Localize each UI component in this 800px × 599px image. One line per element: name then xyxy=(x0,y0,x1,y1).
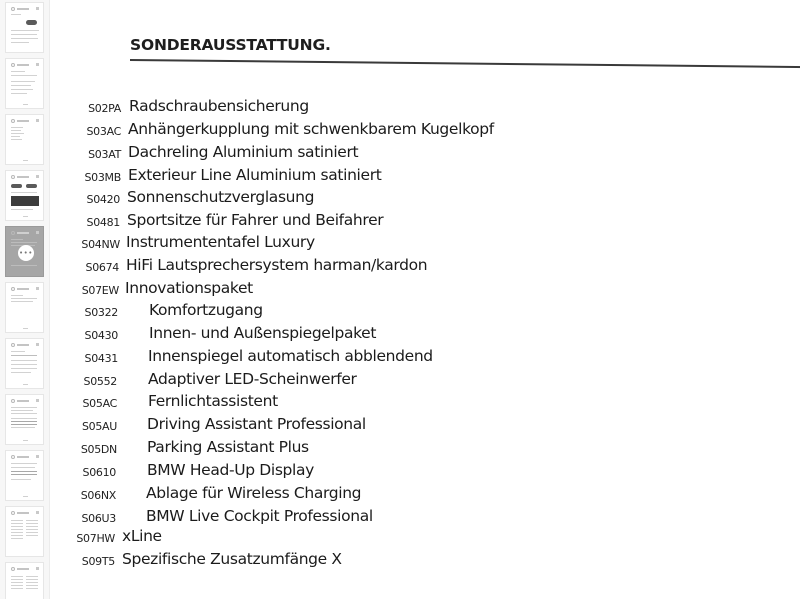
logo-icon xyxy=(11,63,15,67)
option-code: S07EW xyxy=(81,284,119,297)
thumb-mark xyxy=(36,455,39,458)
option-code: S03MB xyxy=(84,171,121,184)
option-label: Komfortzugang xyxy=(149,301,263,319)
option-label: Anhängerkupplung mit schwenkbarem Kugelkopf xyxy=(128,120,494,138)
option-row xyxy=(51,279,800,301)
thumb-line xyxy=(11,75,37,76)
thumb-line xyxy=(11,14,21,15)
page-thumbnail-11[interactable] xyxy=(5,562,44,599)
interior-image xyxy=(11,196,39,206)
thumb-line xyxy=(11,538,23,539)
thumb-line xyxy=(11,413,37,414)
thumb-line xyxy=(26,576,38,577)
thumb-line xyxy=(11,467,35,468)
thumb-line xyxy=(11,301,33,302)
option-code: S05AU xyxy=(81,420,117,433)
page-thumbnail-3[interactable] xyxy=(5,114,44,165)
option-label: HiFi Lautsprechersystem harman/kardon xyxy=(126,256,428,274)
thumb-line xyxy=(11,295,23,296)
option-code: S06NX xyxy=(80,489,116,502)
option-row xyxy=(51,233,800,255)
more-options-icon[interactable]: ••• xyxy=(18,245,34,261)
thumb-footer xyxy=(23,496,28,497)
thumb-line xyxy=(26,529,38,530)
thumb-line xyxy=(11,532,23,533)
thumb-line xyxy=(11,582,23,583)
thumb-line xyxy=(26,585,38,586)
logo-icon xyxy=(11,567,15,571)
logo-icon xyxy=(11,119,15,123)
thumb-mark xyxy=(36,63,39,66)
option-code: S03AC xyxy=(86,125,121,138)
thumb-line xyxy=(11,463,37,464)
section-title: SONDERAUSSTATTUNG. xyxy=(130,36,331,54)
logo-icon xyxy=(11,511,15,515)
thumb-line xyxy=(11,364,37,365)
thumb-line xyxy=(11,421,37,422)
thumb-mark xyxy=(36,119,39,122)
thumb-line xyxy=(11,42,29,43)
thumb-line xyxy=(11,298,37,299)
page-thumbnail-6[interactable] xyxy=(5,282,44,333)
thumb-line xyxy=(11,34,37,35)
thumb-line xyxy=(11,526,23,527)
option-code: S07HW xyxy=(76,532,115,545)
thumb-line xyxy=(11,71,25,72)
option-row xyxy=(51,415,800,437)
option-code: S0674 xyxy=(85,261,119,274)
car-image xyxy=(11,184,22,188)
option-code: S03AT xyxy=(88,148,121,161)
logo-icon xyxy=(11,287,15,291)
thumb-mark xyxy=(36,231,39,234)
thumb-line xyxy=(11,424,37,425)
page-thumbnail-2[interactable] xyxy=(5,58,44,109)
option-label: Parking Assistant Plus xyxy=(147,438,309,456)
logo-icon xyxy=(11,175,15,179)
thumb-line xyxy=(11,130,21,131)
thumb-title xyxy=(17,232,29,234)
thumb-mark xyxy=(36,287,39,290)
option-code: S0552 xyxy=(83,375,117,388)
option-label: Ablage für Wireless Charging xyxy=(146,484,362,502)
option-row xyxy=(51,120,800,142)
thumb-line xyxy=(11,136,20,137)
thumb-title xyxy=(17,344,29,346)
thumb-line xyxy=(11,479,31,480)
option-code: S04NW xyxy=(81,238,120,251)
thumb-line xyxy=(11,192,37,193)
thumb-line xyxy=(26,532,38,533)
option-row xyxy=(51,211,800,233)
option-label: Adaptiver LED-Scheinwerfer xyxy=(148,370,357,388)
thumb-line xyxy=(11,89,33,90)
logo-icon xyxy=(11,343,15,347)
thumb-title xyxy=(17,120,29,122)
thumb-title xyxy=(17,512,29,514)
thumb-line xyxy=(11,410,33,411)
thumb-line xyxy=(11,30,39,31)
thumb-mark xyxy=(36,175,39,178)
thumb-line xyxy=(11,351,25,352)
option-label: Innenspiegel automatisch abblendend xyxy=(148,347,433,365)
thumb-line xyxy=(26,520,38,521)
option-label: Radschraubensicherung xyxy=(129,97,309,115)
option-code: S0610 xyxy=(82,466,116,479)
page-thumbnail-sidebar[interactable] xyxy=(0,0,50,599)
thumb-line xyxy=(11,529,23,530)
option-code: S05DN xyxy=(80,443,117,456)
thumb-title xyxy=(17,568,29,570)
logo-icon xyxy=(11,455,15,459)
option-label: Sonnenschutzverglasung xyxy=(127,188,315,206)
thumb-line xyxy=(26,579,38,580)
thumb-footer xyxy=(23,104,28,105)
option-row xyxy=(51,370,800,392)
logo-icon xyxy=(11,7,15,11)
thumb-title xyxy=(17,288,29,290)
thumb-line xyxy=(11,418,37,419)
thumb-line xyxy=(11,265,37,266)
option-row xyxy=(51,143,800,165)
option-row xyxy=(51,550,800,572)
page-thumbnail-10[interactable] xyxy=(5,506,44,557)
car-image xyxy=(26,20,37,25)
option-label: Innovationspaket xyxy=(125,279,253,297)
thumb-line xyxy=(26,588,38,589)
thumb-line xyxy=(11,535,23,536)
option-code: S0430 xyxy=(84,329,118,342)
thumb-line xyxy=(11,38,38,39)
option-code: S0431 xyxy=(84,352,118,365)
thumb-mark xyxy=(36,511,39,514)
option-code: S06U3 xyxy=(81,512,116,525)
thumb-mark xyxy=(36,7,39,10)
page-thumbnail-4[interactable] xyxy=(5,170,44,221)
option-code: S0322 xyxy=(84,306,118,319)
thumb-line xyxy=(11,523,23,524)
option-row xyxy=(51,438,800,460)
thumb-footer xyxy=(23,216,28,217)
thumb-line xyxy=(11,355,37,356)
document-page xyxy=(51,0,800,599)
option-row xyxy=(51,301,800,323)
option-label: BMW Head-Up Display xyxy=(147,461,314,479)
thumb-line xyxy=(11,360,37,361)
option-row xyxy=(51,392,800,414)
thumb-line xyxy=(11,209,33,210)
thumb-line xyxy=(26,535,38,536)
thumb-line xyxy=(11,127,23,128)
page-thumbnail-1[interactable] xyxy=(5,2,44,53)
thumb-line xyxy=(11,474,37,475)
thumb-title xyxy=(17,176,29,178)
thumb-line xyxy=(26,582,38,583)
option-label: Instrumententafel Luxury xyxy=(126,233,315,251)
thumb-line xyxy=(11,372,31,373)
thumb-line xyxy=(26,526,38,527)
option-row xyxy=(51,97,800,119)
thumb-mark xyxy=(36,343,39,346)
thumb-line xyxy=(11,139,22,140)
option-code: S0420 xyxy=(86,193,120,206)
thumb-line xyxy=(11,579,23,580)
thumb-line xyxy=(11,133,24,134)
option-label: xLine xyxy=(122,527,162,545)
thumb-line xyxy=(26,523,38,524)
option-label: Spezifische Zusatzumfänge X xyxy=(122,550,342,568)
option-list xyxy=(51,0,800,599)
option-label: Sportsitze für Fahrer und Beifahrer xyxy=(127,211,384,229)
option-label: Innen- und Außenspiegelpaket xyxy=(149,324,377,342)
thumb-title xyxy=(17,8,29,10)
thumb-line xyxy=(11,93,27,94)
option-label: Driving Assistant Professional xyxy=(147,415,366,433)
option-label: Fernlichtassistent xyxy=(148,392,278,410)
thumb-line xyxy=(11,520,23,521)
thumb-mark xyxy=(36,399,39,402)
thumb-footer xyxy=(23,384,28,385)
page-thumbnail-9[interactable] xyxy=(5,450,44,501)
thumb-line xyxy=(11,407,37,408)
page-thumbnail-5-active[interactable] xyxy=(5,226,44,277)
thumb-line xyxy=(11,81,35,82)
page-thumbnail-8[interactable] xyxy=(5,394,44,445)
thumb-footer xyxy=(23,160,28,161)
logo-icon xyxy=(11,231,15,235)
option-row xyxy=(51,484,800,506)
option-label: BMW Live Cockpit Professional xyxy=(146,507,373,525)
thumb-line xyxy=(11,242,37,243)
logo-icon xyxy=(11,399,15,403)
option-row xyxy=(51,324,800,346)
option-code: S09T5 xyxy=(81,555,115,568)
option-code: S02PA xyxy=(88,102,121,115)
option-label: Exterieur Line Aluminium satiniert xyxy=(128,166,382,184)
thumb-footer xyxy=(23,328,28,329)
option-row xyxy=(51,188,800,210)
thumb-title xyxy=(17,400,29,402)
option-row xyxy=(51,507,800,529)
option-row xyxy=(51,166,800,188)
thumb-line xyxy=(11,85,31,86)
thumb-line xyxy=(11,471,37,472)
thumb-line xyxy=(11,576,23,577)
option-row xyxy=(51,527,800,549)
thumb-line xyxy=(11,588,23,589)
option-row xyxy=(51,461,800,483)
option-label: Dachreling Aluminium satiniert xyxy=(128,143,359,161)
option-row xyxy=(51,256,800,278)
thumb-footer xyxy=(23,440,28,441)
option-code: S05AC xyxy=(82,397,117,410)
thumb-line xyxy=(11,585,23,586)
thumb-line xyxy=(11,427,35,428)
car-image xyxy=(26,184,37,188)
page-thumbnail-7[interactable] xyxy=(5,338,44,389)
thumb-title xyxy=(17,456,29,458)
thumb-line xyxy=(11,368,37,369)
option-row xyxy=(51,347,800,369)
thumb-title xyxy=(17,64,29,66)
thumb-line xyxy=(11,239,23,240)
option-code: S0481 xyxy=(86,216,120,229)
thumb-mark xyxy=(36,567,39,570)
